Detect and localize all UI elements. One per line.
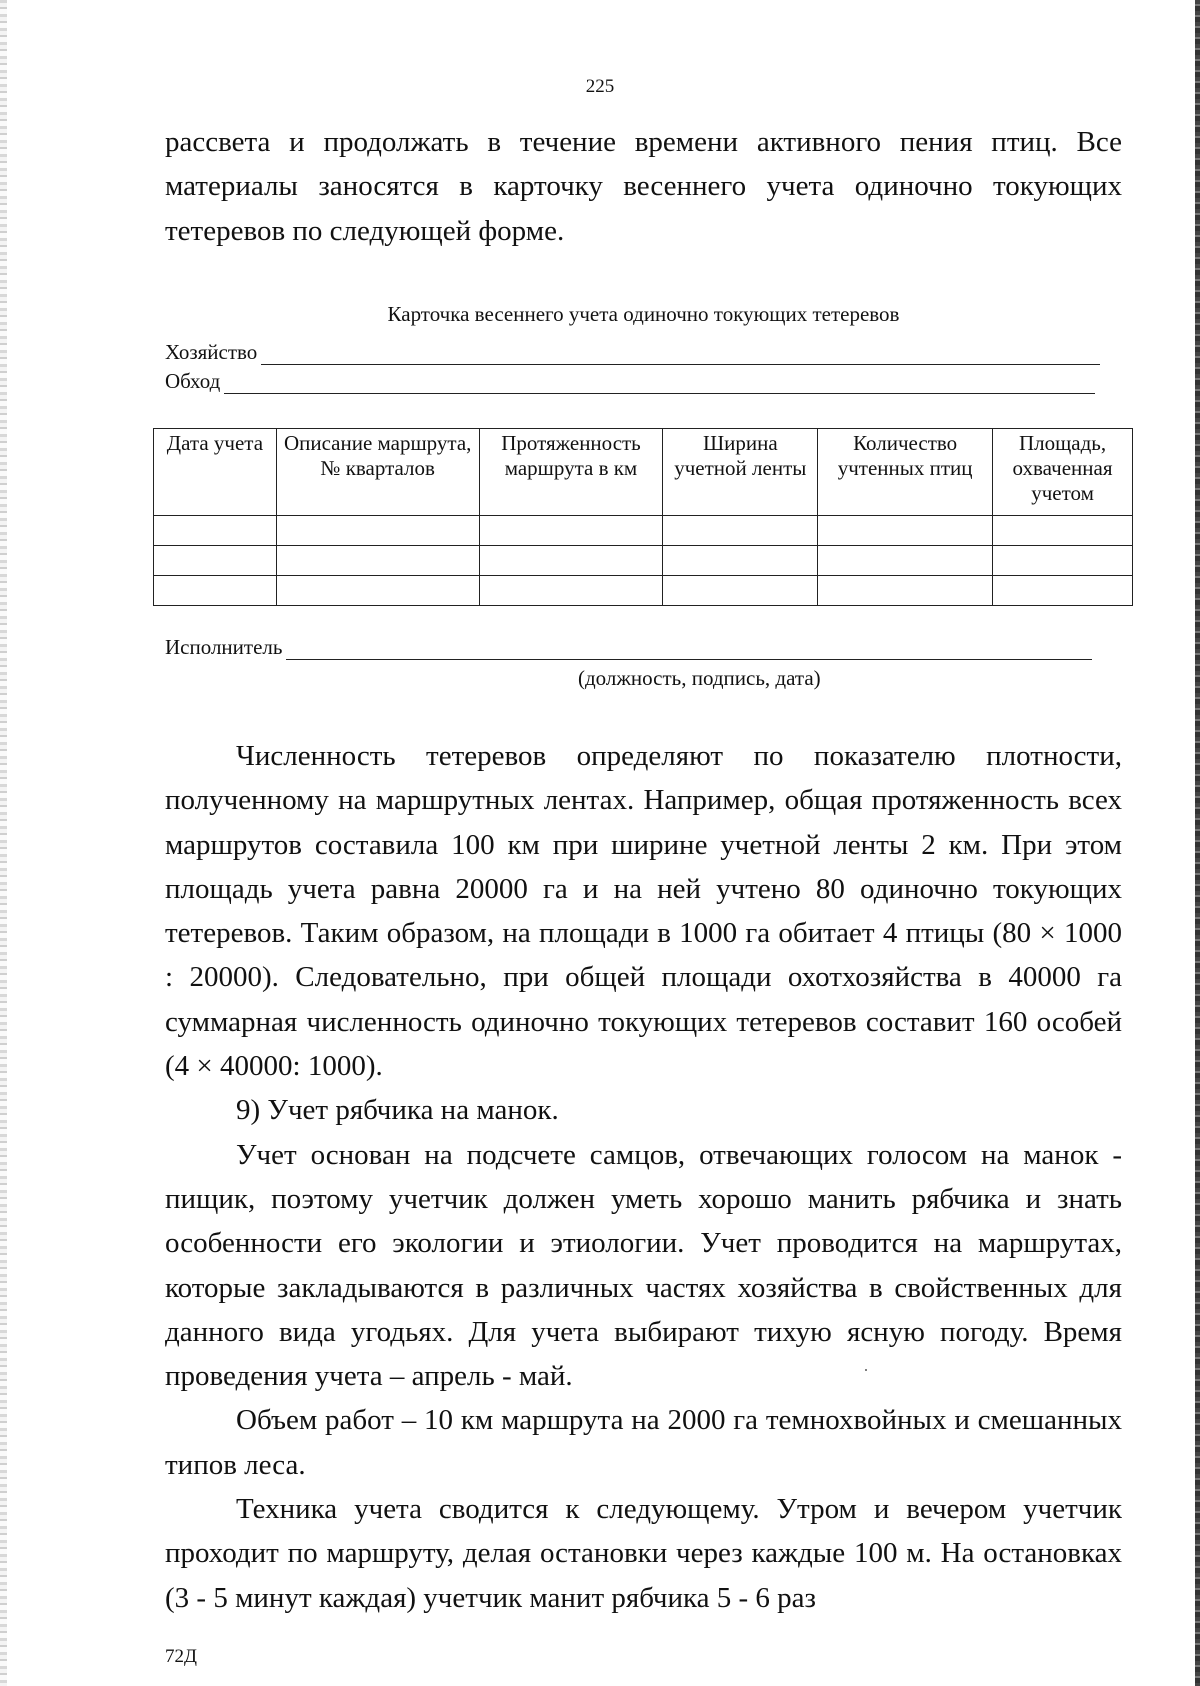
executor-note: (должность, подпись, дата): [578, 666, 821, 690]
table-cell: [663, 576, 818, 606]
page-number: 225: [585, 76, 615, 97]
table-cell: [479, 516, 663, 546]
executor-label: Исполнитель: [165, 635, 283, 659]
scan-edge-right: [1195, 0, 1200, 1686]
section-heading: 9) Учет рябчика на манок.: [236, 1094, 559, 1127]
census-form-table: [153, 428, 1133, 606]
table-cell: [154, 576, 277, 606]
table-cell: [993, 546, 1133, 576]
round-line: [224, 375, 1095, 394]
footer-code: 72Д: [165, 1646, 197, 1667]
scan-speck: [865, 1369, 867, 1371]
farm-field: [165, 339, 1100, 365]
executor-field: [165, 634, 1092, 660]
paragraph: Техника учета сводится к следующему. Утром и вечером учетчик проходит по маршруту, делая остановки через каждые 100 м. На остановках (3 - 5 минут каждая) учетчик манит рябчика 5 - 6 раз: [165, 1493, 1122, 1614]
table-cell: [663, 546, 818, 576]
paragraph: рассвета и продолжать в течение времени активного пения птиц. Все материалы заносятся в карточку весеннего учета одиночно токующих тетеревов по следующей форме.: [165, 126, 1122, 247]
table-cell: [818, 516, 993, 546]
table-cell: [993, 576, 1133, 606]
header-cell: Площадь, охваченная учетом: [993, 429, 1133, 516]
header-cell: Дата учета: [154, 429, 277, 516]
table-cell: [479, 546, 663, 576]
table-row: [154, 546, 1133, 576]
top-text: [165, 120, 1122, 253]
executor-line: [286, 641, 1092, 660]
round-field: [165, 368, 1095, 394]
scan-edge-left: [0, 0, 7, 1686]
header-cell: Ширина учетной ленты: [663, 429, 818, 516]
table-cell: [276, 546, 479, 576]
table-cell: [276, 576, 479, 606]
header-cell: Описание маршрута, № кварталов: [276, 429, 479, 516]
table-header-row: [154, 429, 1133, 516]
header-cell: Количество учтенных птиц: [818, 429, 993, 516]
table-cell: [479, 576, 663, 606]
farm-line: [261, 346, 1100, 365]
table-cell: [276, 516, 479, 546]
header-cell: Протяженность маршрута в км: [479, 429, 663, 516]
form-caption: Карточка весеннего учета одиночно токующих тетеревов: [387, 302, 900, 326]
paragraph: Объем работ – 10 км маршрута на 2000 га темнохвойных и смешанных типов леса.: [165, 1404, 1122, 1481]
table-cell: [663, 516, 818, 546]
table-cell: [818, 546, 993, 576]
farm-label: Хозяйство: [165, 340, 258, 364]
table-cell: [818, 576, 993, 606]
bottom-text: [165, 734, 1122, 1620]
table-cell: [993, 516, 1133, 546]
paragraph: Численность тетеревов определяют по показателю плотности, полученному на маршрутных лентах. Например, общая протяженность всех маршрутов составила 100 км при ширине учетной ленты 2 км. При этом площадь учета равна 20000 га и на ней учтено 80 одиночно токующих тетеревов. Таким образом, на площади в 1000 га обитает 4 птицы (80 × 1000 : 20000). Следовательно, при общей площади охотхозяйства в 40000 га суммарная численность одиночно токующих тетеревов составит 160 особей (4 × 40000: 1000).: [165, 740, 1122, 1083]
table-cell: [154, 516, 277, 546]
table-cell: [154, 546, 277, 576]
table-row: [154, 516, 1133, 546]
table-row: [154, 576, 1133, 606]
paragraph: Учет основан на подсчете самцов, отвечающих голосом на манок - пищик, поэтому учетчик должен уметь хорошо манить рябчика и знать особенности его экологии и этиологии. Учет проводится на маршрутах, которые закладываются в различных частях хозяйства в свойственных для данного вида угодьях. Для учета выбирают тихую ясную погоду. Время проведения учета – апрель - май.: [165, 1138, 1122, 1393]
round-label: Обход: [165, 369, 221, 393]
